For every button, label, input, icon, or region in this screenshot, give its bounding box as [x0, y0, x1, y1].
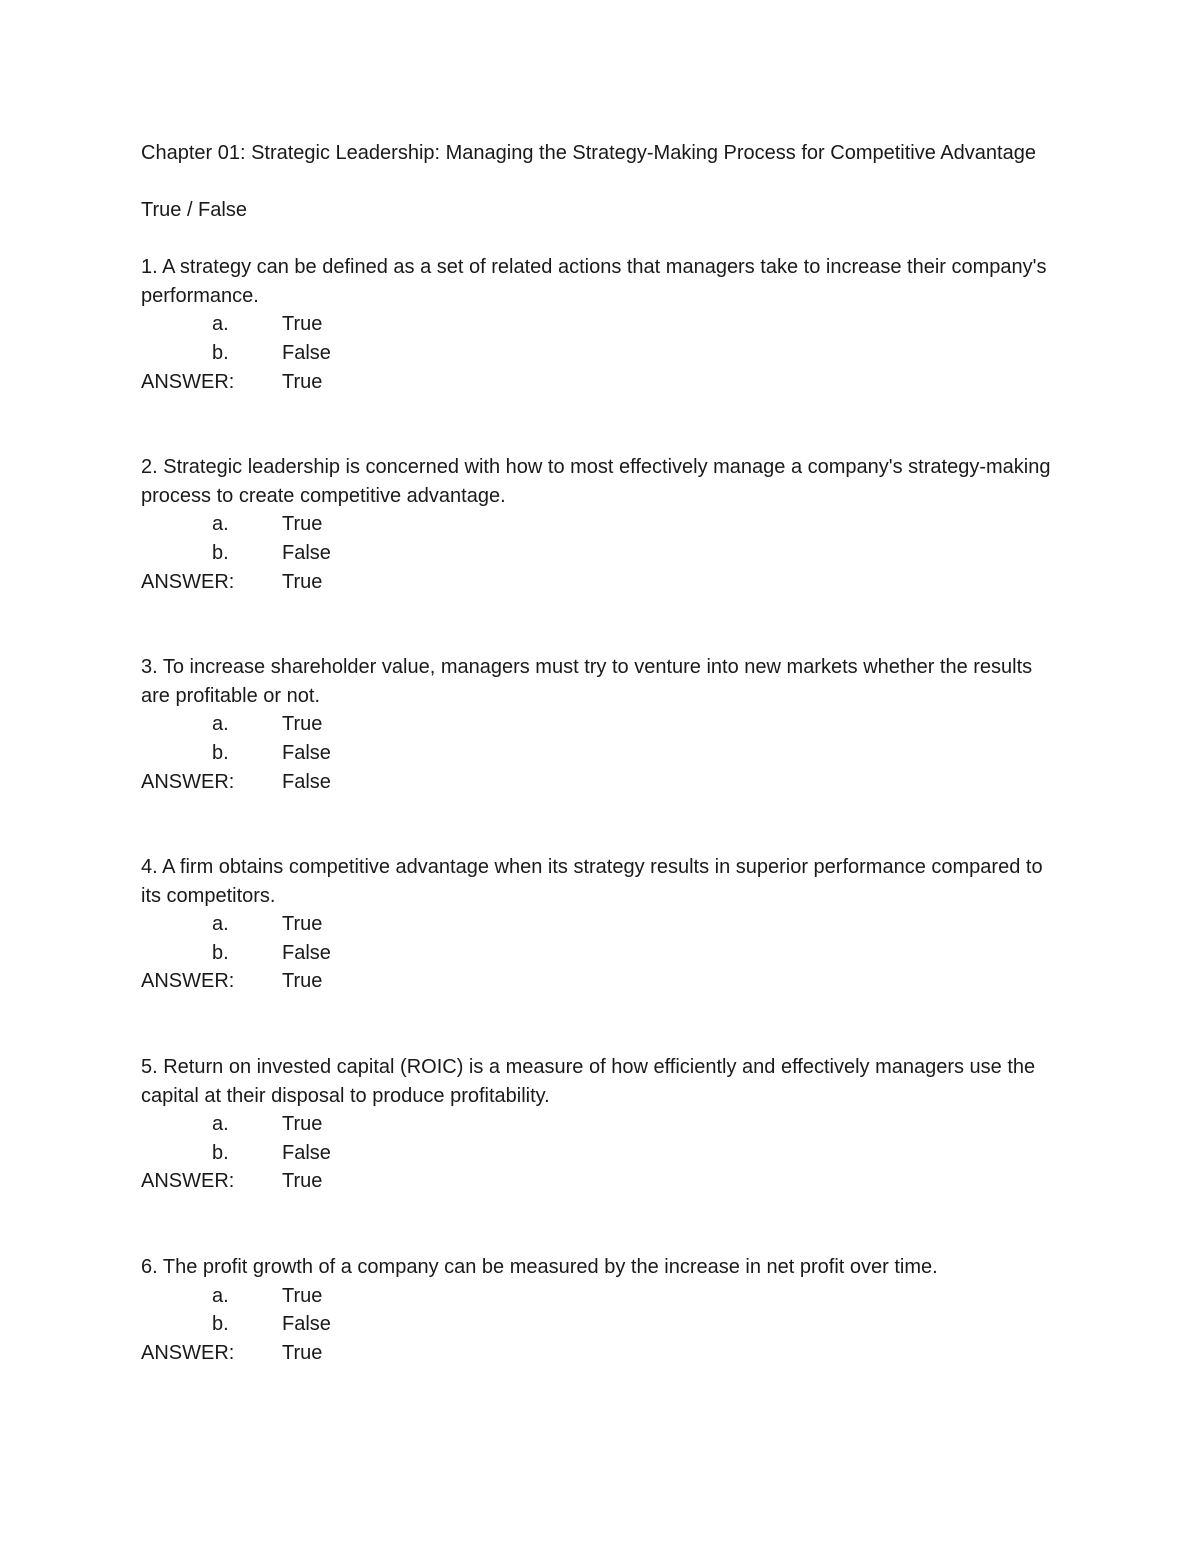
question-2 — [141, 453, 1061, 596]
option-a — [141, 910, 1061, 939]
section-label: True / False — [141, 198, 247, 221]
option-letter: b. — [212, 941, 229, 964]
option-text: True — [282, 313, 323, 336]
option-letter: a. — [212, 1284, 229, 1307]
answer-row — [141, 1167, 1061, 1196]
answer-value: True — [282, 1341, 323, 1364]
option-text: True — [282, 1284, 323, 1307]
option-letter: a. — [212, 1113, 229, 1136]
option-b — [141, 339, 1061, 368]
question-text: 4. A firm obtains competitive advantage when its strategy results in superior performance compared to its competitors. — [141, 856, 1043, 907]
question-5 — [141, 1053, 1061, 1196]
document-title: Chapter 01: Strategic Leadership: Managing the Strategy-Making Process for Competitive Advantage — [141, 142, 1036, 164]
question-text: 2. Strategic leadership is concerned with how to most effectively manage a company's strategy-making process to create competitive advantage. — [141, 456, 1051, 507]
answer-value: True — [282, 370, 323, 393]
answer-row — [141, 1339, 1061, 1368]
option-letter: b. — [212, 541, 229, 564]
answer-value: True — [282, 570, 323, 593]
answer-label: ANSWER: — [141, 1170, 235, 1193]
answer-value: False — [282, 770, 331, 793]
option-b — [141, 739, 1061, 768]
option-a — [141, 310, 1061, 339]
option-letter: a. — [212, 913, 229, 936]
option-a — [141, 1110, 1061, 1139]
option-text: False — [282, 1141, 331, 1164]
option-letter: a. — [212, 713, 229, 736]
option-a — [141, 710, 1061, 739]
document-page — [141, 139, 1061, 1367]
answer-label: ANSWER: — [141, 1341, 235, 1364]
option-text: True — [282, 913, 323, 936]
option-letter: a. — [212, 513, 229, 536]
option-text: True — [282, 513, 323, 536]
option-b — [141, 939, 1061, 968]
option-letter: b. — [212, 1141, 229, 1164]
option-text: True — [282, 713, 323, 736]
question-3 — [141, 653, 1061, 796]
question-text: 1. A strategy can be defined as a set of related actions that managers take to increase their company's performance. — [141, 256, 1047, 307]
answer-row — [141, 967, 1061, 996]
question-4 — [141, 853, 1061, 996]
answer-value: True — [282, 970, 323, 993]
answer-value: True — [282, 1170, 323, 1193]
question-text: 5. Return on invested capital (ROIC) is a measure of how efficiently and effectively managers use the capital at their disposal to produce profitability. — [141, 1056, 1036, 1107]
answer-row — [141, 568, 1061, 597]
answer-row — [141, 368, 1061, 397]
option-text: False — [282, 341, 331, 364]
option-text: False — [282, 1313, 331, 1336]
question-1 — [141, 253, 1061, 396]
answer-row — [141, 768, 1061, 797]
answer-label: ANSWER: — [141, 770, 235, 793]
option-text: False — [282, 741, 331, 764]
option-b — [141, 539, 1061, 568]
question-text: 6. The profit growth of a company can be measured by the increase in net profit over time. — [141, 1256, 938, 1279]
option-letter: a. — [212, 313, 229, 336]
option-text: False — [282, 941, 331, 964]
question-6 — [141, 1253, 1061, 1367]
option-letter: b. — [212, 1313, 229, 1336]
option-letter: b. — [212, 741, 229, 764]
option-b — [141, 1139, 1061, 1168]
answer-label: ANSWER: — [141, 370, 235, 393]
answer-label: ANSWER: — [141, 570, 235, 593]
option-text: False — [282, 541, 331, 564]
option-a — [141, 510, 1061, 539]
option-letter: b. — [212, 341, 229, 364]
option-b — [141, 1310, 1061, 1339]
question-text: 3. To increase shareholder value, managers must try to venture into new markets whether the results are profitable or not. — [141, 656, 1033, 707]
option-text: True — [282, 1113, 323, 1136]
option-a — [141, 1282, 1061, 1311]
answer-label: ANSWER: — [141, 970, 235, 993]
